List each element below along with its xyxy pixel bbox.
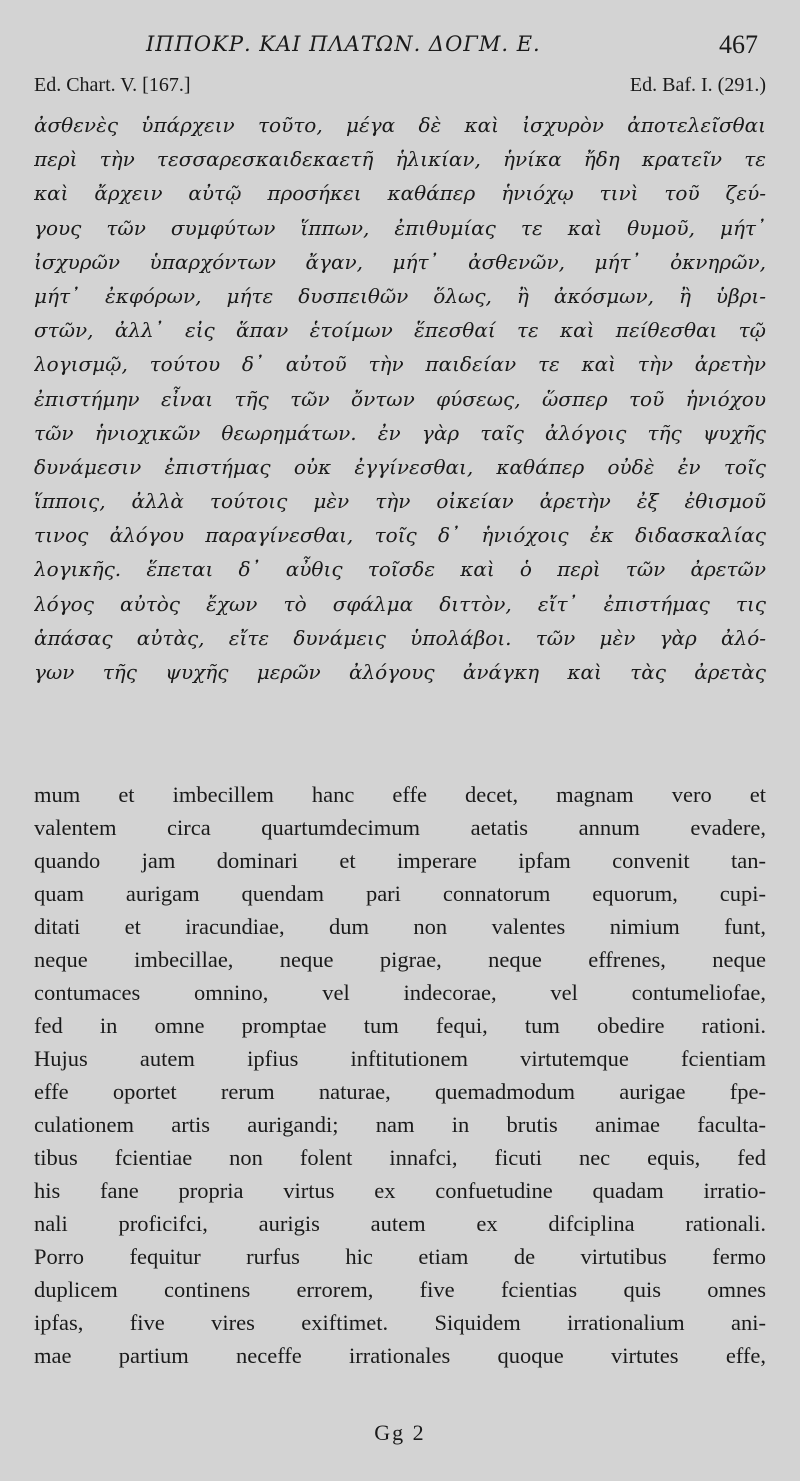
- latin-line: his fane propria virtus ex confuetudine quadam irratio-: [34, 1178, 766, 1203]
- page-number: 467: [719, 30, 758, 59]
- latin-text-block: [34, 778, 766, 1372]
- signature-mark: Gg 2: [374, 1420, 426, 1445]
- greek-line: μήτ᾿ ἐκφόρων, μήτε δυσπειθῶν ὅλως, ἢ ἀκόσμων, ἢ ὑβρι-: [34, 283, 766, 308]
- edition-chartier: Ed. Chart. V. [167.]: [34, 74, 191, 96]
- greek-line: λογισμῷ, τούτου δ᾿ αὐτοῦ τὴν παιδείαν τε καὶ τὴν ἀρετὴν: [34, 352, 766, 377]
- greek-text-block: [34, 108, 766, 689]
- latin-line: tibus fcientiae non folent innafci, ficuti nec equis, fed: [34, 1145, 766, 1170]
- running-head: [34, 28, 766, 64]
- latin-line: quando jam dominari et imperare ipfam convenit tan-: [34, 848, 766, 873]
- latin-line: contumaces omnino, vel indecorae, vel contumeliofae,: [34, 980, 766, 1005]
- latin-line: mum et imbecillem hanc effe decet, magnam vero et: [34, 782, 766, 807]
- greek-line: περὶ τὴν τεσσαρεσκαιδεκαετῆ ἡλικίαν, ἡνίκα ἤδη κρατεῖν τε: [34, 147, 766, 172]
- edition-basel: Ed. Baf. I. (291.): [629, 74, 766, 96]
- greek-line: τινος ἀλόγου παραγίνεσθαι, τοῖς δ᾿ ἡνιόχοις ἐκ διδασκαλίας: [34, 523, 766, 548]
- greek-line: ἀσθενὲς ὑπάρχειν τοῦτο, μέγα δὲ καὶ ἰσχυρὸν ἀποτελεῖσθαι: [34, 113, 766, 137]
- latin-line: culationem artis aurigandi; nam in brutis animae faculta-: [34, 1112, 766, 1137]
- greek-line: ἰσχυρῶν ὑπαρχόντων ἄγαν, μήτ᾿ ἀσθενῶν, μήτ᾿ ὀκνηρῶν,: [34, 249, 766, 274]
- latin-line: ipfas, five vires exiftimet. Siquidem irrationalium ani-: [34, 1310, 766, 1335]
- latin-line: mae partium neceffe irrationales quoque virtutes effe,: [34, 1343, 766, 1368]
- edition-references: [34, 74, 766, 104]
- latin-line: ditati et iracundiae, dum non valentes nimium funt,: [34, 914, 766, 939]
- greek-line: στῶν, ἀλλ᾿ εἰς ἅπαν ἑτοίμων ἕπεσθαί τε καὶ πείθεσθαι τῷ: [34, 318, 766, 343]
- greek-line: λογικῆς. ἕπεται δ᾿ αὖθις τοῖσδε καὶ ὁ περὶ τῶν ἀρετῶν: [34, 557, 766, 582]
- greek-line: δυνάμεσιν ἐπιστήμας οὐκ ἐγγίνεσθαι, καθάπερ οὐδὲ ἐν τοῖς: [34, 454, 766, 479]
- greek-line: ἐπιστήμην εἶναι τῆς τῶν ὄντων φύσεως, ὥσπερ τοῦ ἡνιόχου: [34, 386, 766, 411]
- greek-line: γων τῆς ψυχῆς μερῶν ἀλόγους ἀνάγκη καὶ τὰς ἀρετὰς: [34, 660, 766, 684]
- greek-line: γους τῶν συμφύτων ἵππων, ἐπιθυμίας τε καὶ θυμοῦ, μήτ᾿: [34, 215, 766, 240]
- greek-line: ἵπποις, ἀλλὰ τούτοις μὲν τὴν οἰκείαν ἀρετὴν ἐξ ἐθισμοῦ: [34, 489, 766, 514]
- latin-line: duplicem continens errorem, five fcientias quis omnes: [34, 1277, 766, 1302]
- latin-line: valentem circa quartumdecimum aetatis annum evadere,: [34, 815, 766, 840]
- latin-line: effe oportet rerum naturae, quemadmodum aurigae fpe-: [34, 1079, 766, 1104]
- running-title: ΙΠΠΟΚΡ. ΚΑΙ ΠΛΑΤΩΝ. ΔΟΓΜ. Ε.: [146, 32, 541, 56]
- greek-line: λόγος αὐτὸς ἔχων τὸ σφάλμα διττὸν, εἴτ᾿ ἐπιστήμας τις: [34, 591, 766, 616]
- latin-line: fed in omne promptae tum fequi, tum obedire rationi.: [34, 1013, 766, 1038]
- latin-line: neque imbecillae, neque pigrae, neque effrenes, neque: [34, 947, 766, 972]
- greek-line: καὶ ἄρχειν αὐτῷ προσήκει καθάπερ ἡνιόχῳ τινὶ τοῦ ζεύ-: [34, 181, 766, 206]
- greek-line: τῶν ἡνιοχικῶν θεωρημάτων. ἐν γὰρ ταῖς ἀλόγοις τῆς ψυχῆς: [34, 420, 766, 445]
- latin-line: Hujus autem ipfius inftitutionem virtutemque fcientiam: [34, 1046, 766, 1071]
- latin-line: quam aurigam quendam pari connatorum equorum, cupi-: [34, 881, 766, 906]
- greek-line: ἁπάσας αὐτὰς, εἴτε δυνάμεις ὑπολάβοι. τῶν μὲν γὰρ ἀλό-: [34, 625, 766, 650]
- latin-line: nali proficifci, aurigis autem ex difciplina rationali.: [34, 1211, 766, 1236]
- latin-line: Porro fequitur rurfus hic etiam de virtutibus fermo: [34, 1244, 766, 1269]
